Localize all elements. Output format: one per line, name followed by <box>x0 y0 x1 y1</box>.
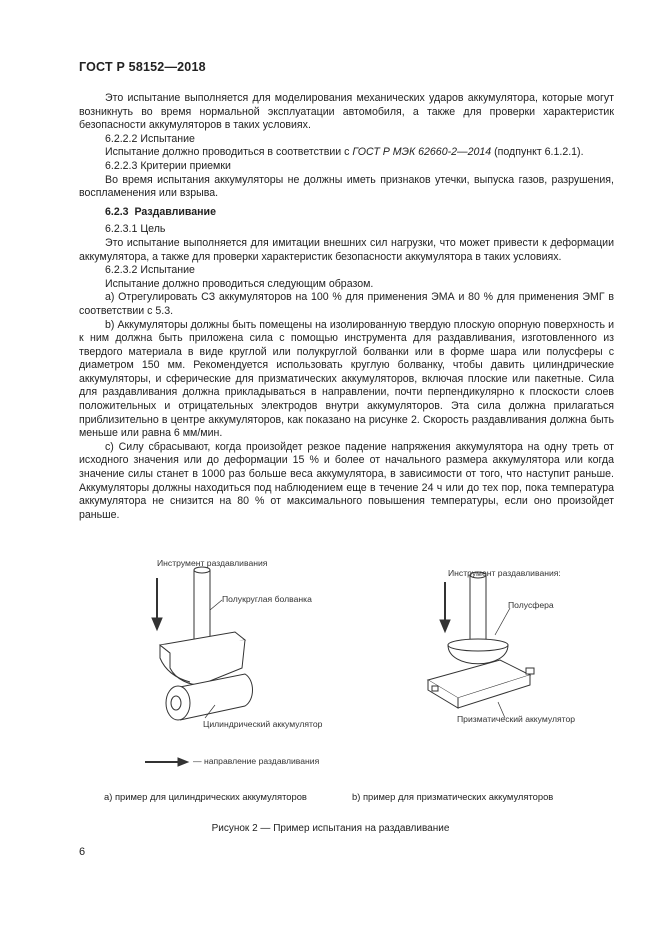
paragraph: Во время испытания аккумуляторы не должны иметь признаков утечки, выпуска газов, разрушения, воспламенения или взрыва. <box>79 173 614 200</box>
list-item-a: а) Отрегулировать СЗ аккумуляторов на 100 % для применения ЭМА и 80 % для применения ЭМГ в соответствии с 5.3. <box>79 291 614 317</box>
figure-drawing <box>0 540 661 790</box>
section-heading: 6.2.3 Раздавливание <box>105 205 216 218</box>
list-item-b: b) Аккумуляторы должны быть помещены на изолированную твердую плоскую опорную поверхность и к ним должна быть приложена сила с помощью инструмента для раздавливания, изготовленного из твердого материала в виде круглой или полукруглой болванки или в форме шара или полусферы с диаметром 150 мм. Рекомендуется использовать круглую болванку, чтобы давить цилиндрические аккумуляторы, и сферические для призматических аккумуляторов, включая плоские или пакетные. Сила для раздавливания должна прикладываться в направлении, почти перпендикулярно к плоскости слоев положительных и отрицательных электродов внутри аккумуляторов. Эта сила должна прилагаться приблизительно в центре аккумуляторов, как показано на рисунке 2. Скорость раздавливания должна быть меньше или равна 6 мм/мин. <box>79 318 614 440</box>
caption-b: b) пример для призматических аккумуляторов <box>352 791 554 802</box>
right-battery-label: Призматический аккумулятор <box>457 714 576 724</box>
left-bar-label: Полукруглая болванка <box>222 594 312 604</box>
caption-a: а) пример для цилиндрических аккумуляторов <box>104 791 307 802</box>
right-sphere-label: Полусфера <box>508 600 554 610</box>
left-rod <box>194 567 210 642</box>
paragraph: Испытание должно проводиться следующим образом. <box>105 277 374 290</box>
figure-caption: Рисунок 2 — Пример испытания на раздавливание <box>211 823 450 834</box>
left-battery-label: Цилиндрический аккумулятор <box>203 719 323 729</box>
clause-heading: 6.2.2.3 Критерии приемки <box>105 159 231 172</box>
figure-2 <box>0 540 661 790</box>
clause-heading: 6.2.2.2 Испытание <box>105 132 195 145</box>
left-direction-arrow <box>152 578 162 630</box>
right-tool-label: Инструмент раздавливания: <box>448 568 561 578</box>
right-prismatic-battery <box>428 660 534 708</box>
right-rod <box>470 572 486 641</box>
legend-text: — направление раздавливания <box>193 756 320 766</box>
paragraph: Это испытание выполняется для моделирования механических ударов аккумулятора, которые могут возникнуть во время нормальной эксплуатации автомобиля, а также для проверки характеристик безопасности аккумуляторов в таких условиях. <box>79 92 614 132</box>
clause-heading: 6.2.3.2 Испытание <box>105 264 195 277</box>
left-cylindrical-battery <box>166 674 253 720</box>
legend-arrow <box>145 758 188 766</box>
body-text <box>79 92 614 522</box>
paragraph: Это испытание выполняется для имитации внешних сил нагрузки, что может привести к деформации аккумулятора, а также для проверки характеристик безопасности аккумулятора в таких условиях. <box>79 236 614 263</box>
left-tool-label: Инструмент раздавливания <box>157 558 268 568</box>
list-item-c: с) Силу сбрасывают, когда произойдет резкое падение напряжения аккумулятора на одну треть от исходного значения или до деформации 15 % и более от начального размера аккумулятора или когда значение силы станет в 1000 раз больше веса аккумулятора, в зависимости от того, что наступит раньше. Аккумуляторы должны находиться под наблюдением еще в течение 24 ч или до тех пор, пока температура аккумулятора не снизится на 80 % от максимального повышения температуры, если оно произойдет раньше. <box>79 440 614 521</box>
page-number: 6 <box>79 846 86 858</box>
standard-reference: ГОСТ Р МЭК 62660-2—2014 <box>352 146 492 159</box>
right-direction-arrow <box>440 582 450 632</box>
paragraph: Испытание должно проводиться в соответствии с ГОСТ Р МЭК 62660-2—2014 (подпункт 6.1.2.1). <box>105 146 584 159</box>
document-header: ГОСТ Р 58152—2018 <box>79 60 206 74</box>
clause-heading: 6.2.3.1 Цель <box>105 223 166 236</box>
